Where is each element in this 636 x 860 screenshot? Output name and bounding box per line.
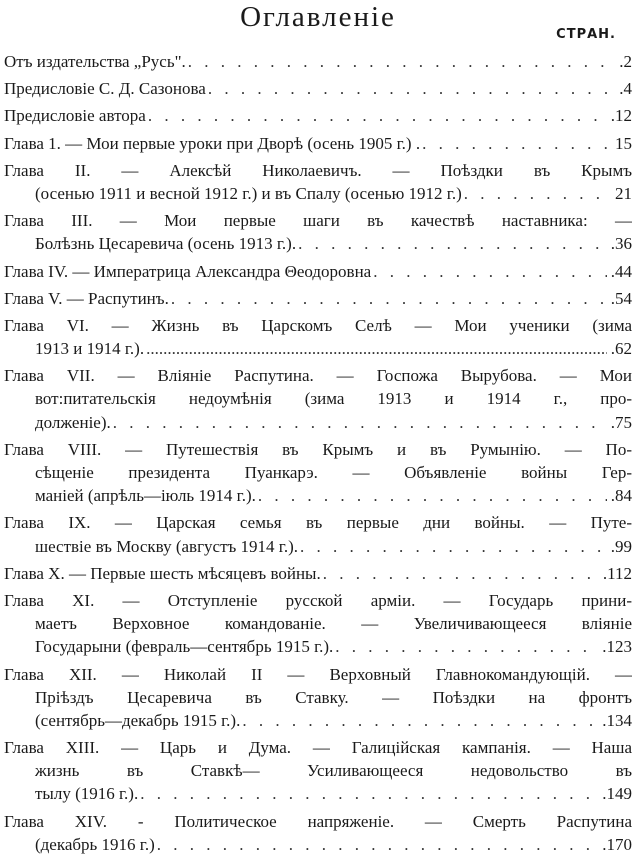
toc-page-number: .36 xyxy=(610,234,632,254)
dot-leader xyxy=(420,132,610,155)
table-of-contents xyxy=(4,50,632,860)
toc-page-number: .112 xyxy=(602,563,632,583)
toc-entry-line: Глава III. — Мои первые шаги въ качествѣ наставника: — xyxy=(4,211,632,231)
toc-entry-text: Предисловіе автора xyxy=(4,106,146,126)
toc-page-number: .149 xyxy=(602,784,632,804)
toc-entry xyxy=(4,810,632,856)
toc-entry-last-line xyxy=(4,232,632,255)
toc-entry-text: 1913 и 1914 г.). xyxy=(35,339,145,359)
dot-leader xyxy=(256,484,607,507)
toc-entry xyxy=(4,314,632,360)
toc-entry xyxy=(4,260,632,283)
dot-leader xyxy=(146,104,607,127)
toc-entry-line: Глава XIII. — Царь и Дума. — Галиційская кампанія. — Наша xyxy=(4,738,632,758)
toc-entry-text: долженіе). xyxy=(35,412,111,432)
toc-entry-text: Глава 1. — Мои первые уроки при Дворѣ (осень 1905 г.) . xyxy=(4,133,421,153)
toc-entry xyxy=(4,364,632,434)
dot-leader xyxy=(144,337,607,360)
toc-entry-line: Глава VI. — Жизнь въ Царскомъ Селѣ — Мои ученики (зима xyxy=(4,315,632,335)
toc-entry-line: Глава XII. — Николай II — Верховный Главнокомандующій. — xyxy=(4,664,632,684)
toc-entry-text: Государыни (февраль—сентябрь 1915 г.). xyxy=(35,637,334,657)
toc-entry xyxy=(4,663,632,733)
toc-entry-line: Глава VII. — Вліяніе Распутина. — Госпожа Вырубова. — Мои xyxy=(4,366,632,386)
toc-entry xyxy=(4,104,632,127)
toc-entry-line: Глава VIII. — Путешествія въ Крымъ и въ Румынію. — По- xyxy=(4,439,632,459)
toc-page-number: .12 xyxy=(610,106,632,126)
toc-entry-line: маетъ Верховное командованіе. — Увеличивающееся вліяніе xyxy=(35,614,632,634)
toc-entry-last-line xyxy=(4,535,632,558)
dot-leader xyxy=(333,635,598,658)
toc-page-number: .75 xyxy=(610,412,632,432)
toc-page-number: .134 xyxy=(602,710,632,730)
toc-entry xyxy=(4,77,632,100)
toc-page-number: .4 xyxy=(619,79,632,99)
toc-page-number: .44 xyxy=(610,261,632,281)
toc-entry-last-line xyxy=(4,337,632,360)
toc-page-number: .2 xyxy=(619,52,632,71)
toc-entry-line: Глава XIV. - Политическое напряженіе. — Смерть Распутина xyxy=(4,811,632,831)
toc-entry-text: Болѣзнь Цесаревича (осень 1913 г.). xyxy=(35,234,297,254)
dot-leader xyxy=(111,411,607,434)
dot-leader xyxy=(371,260,607,283)
toc-page-number: .99 xyxy=(610,536,632,556)
toc-entry-line: Пріѣздъ Цесаревича въ Ставку. — Поѣздки на фронтъ xyxy=(35,687,632,707)
page-title: Оглавленіе xyxy=(240,1,396,33)
toc-entry-last-line xyxy=(4,782,632,805)
dot-leader xyxy=(462,182,610,205)
toc-entry-last-line xyxy=(4,182,632,205)
toc-page-number: .54 xyxy=(610,288,632,308)
toc-entry xyxy=(4,209,632,255)
toc-entry-last-line xyxy=(4,709,632,732)
toc-entry-last-line xyxy=(4,635,632,658)
page-column-label: СТРАН. xyxy=(556,27,616,42)
toc-entry-last-line xyxy=(4,411,632,434)
toc-entry-text: Глава X. — Первые шесть мѣсяцевъ войны. xyxy=(4,563,321,583)
toc-entry-line: вот:питательскія недоумѣнія (зима 1913 и 1914 г., про- xyxy=(35,389,632,409)
toc-entry-text: Глава IV. — Императрица Александра Θеодоровна xyxy=(4,261,372,281)
toc-page-number: .123 xyxy=(602,637,632,657)
toc-entry-last-line xyxy=(4,104,632,127)
dot-leader xyxy=(169,287,607,310)
toc-entry-text: шествіе въ Москву (августъ 1914 г.). xyxy=(35,536,299,556)
toc-entry-text: Глава V. — Распутинъ. xyxy=(4,288,169,308)
toc-entry-last-line xyxy=(4,484,632,507)
toc-entry xyxy=(4,50,632,73)
toc-entry-last-line xyxy=(4,287,632,310)
dot-leader xyxy=(138,782,598,805)
toc-entry-text: маніей (апрѣль—іюль 1914 г.). xyxy=(35,486,256,506)
toc-entry-text: (осенью 1911 и весной 1912 г.) и въ Спалу (осенью 1912 г.) xyxy=(35,183,462,203)
dot-leader xyxy=(298,535,607,558)
toc-entry-last-line xyxy=(4,77,632,100)
dot-leader xyxy=(186,50,610,73)
toc-entry-text: (сентябрь—декабрь 1915 г.). xyxy=(35,710,241,730)
toc-entry xyxy=(4,736,632,806)
toc-page-number: .84 xyxy=(610,486,632,506)
dot-leader xyxy=(206,77,610,100)
dot-leader xyxy=(155,833,598,856)
toc-entry-last-line xyxy=(4,833,632,856)
toc-entry xyxy=(4,438,632,508)
toc-page-number: .62 xyxy=(610,339,632,359)
toc-entry-text: (декабрь 1916 г.) xyxy=(35,834,155,854)
dot-leader xyxy=(296,232,607,255)
toc-entry-line: Глава XI. — Отступленіе русской арміи. — Государь прини- xyxy=(4,590,632,610)
dot-leader xyxy=(240,709,598,732)
toc-entry-last-line xyxy=(4,260,632,283)
toc-entry-last-line xyxy=(4,132,632,155)
toc-entry-line: сѣщеніе президента Пуанкарэ. — Объявленіе войны Гер- xyxy=(35,463,632,482)
toc-page-number: .170 xyxy=(602,834,632,854)
toc-entry-last-line xyxy=(4,562,632,585)
toc-entry-text: Предисловіе С. Д. Сазонова xyxy=(4,79,206,99)
toc-entry-line: жизнь въ Ставкѣ— Усиливающееся недовольство въ xyxy=(35,761,632,781)
toc-entry-text: Отъ издательства „Русь". xyxy=(4,52,186,71)
toc-entry xyxy=(4,562,632,585)
toc-entry xyxy=(4,511,632,557)
toc-entry-line: Глава IX. — Царская семья въ первые дни войны. — Путе- xyxy=(4,513,632,533)
toc-entry xyxy=(4,159,632,205)
dot-leader xyxy=(321,562,599,585)
toc-page-number: 15 xyxy=(615,133,632,153)
toc-entry xyxy=(4,132,632,155)
toc-entry-text: тылу (1916 г.). xyxy=(35,784,139,804)
toc-entry xyxy=(4,287,632,310)
toc-page-number: 21 xyxy=(615,183,632,203)
toc-entry-line: Глава II. — Алексѣй Николаевичъ. — Поѣздки въ Крымъ xyxy=(4,160,632,180)
toc-entry-last-line xyxy=(4,50,632,73)
toc-entry xyxy=(4,589,632,659)
